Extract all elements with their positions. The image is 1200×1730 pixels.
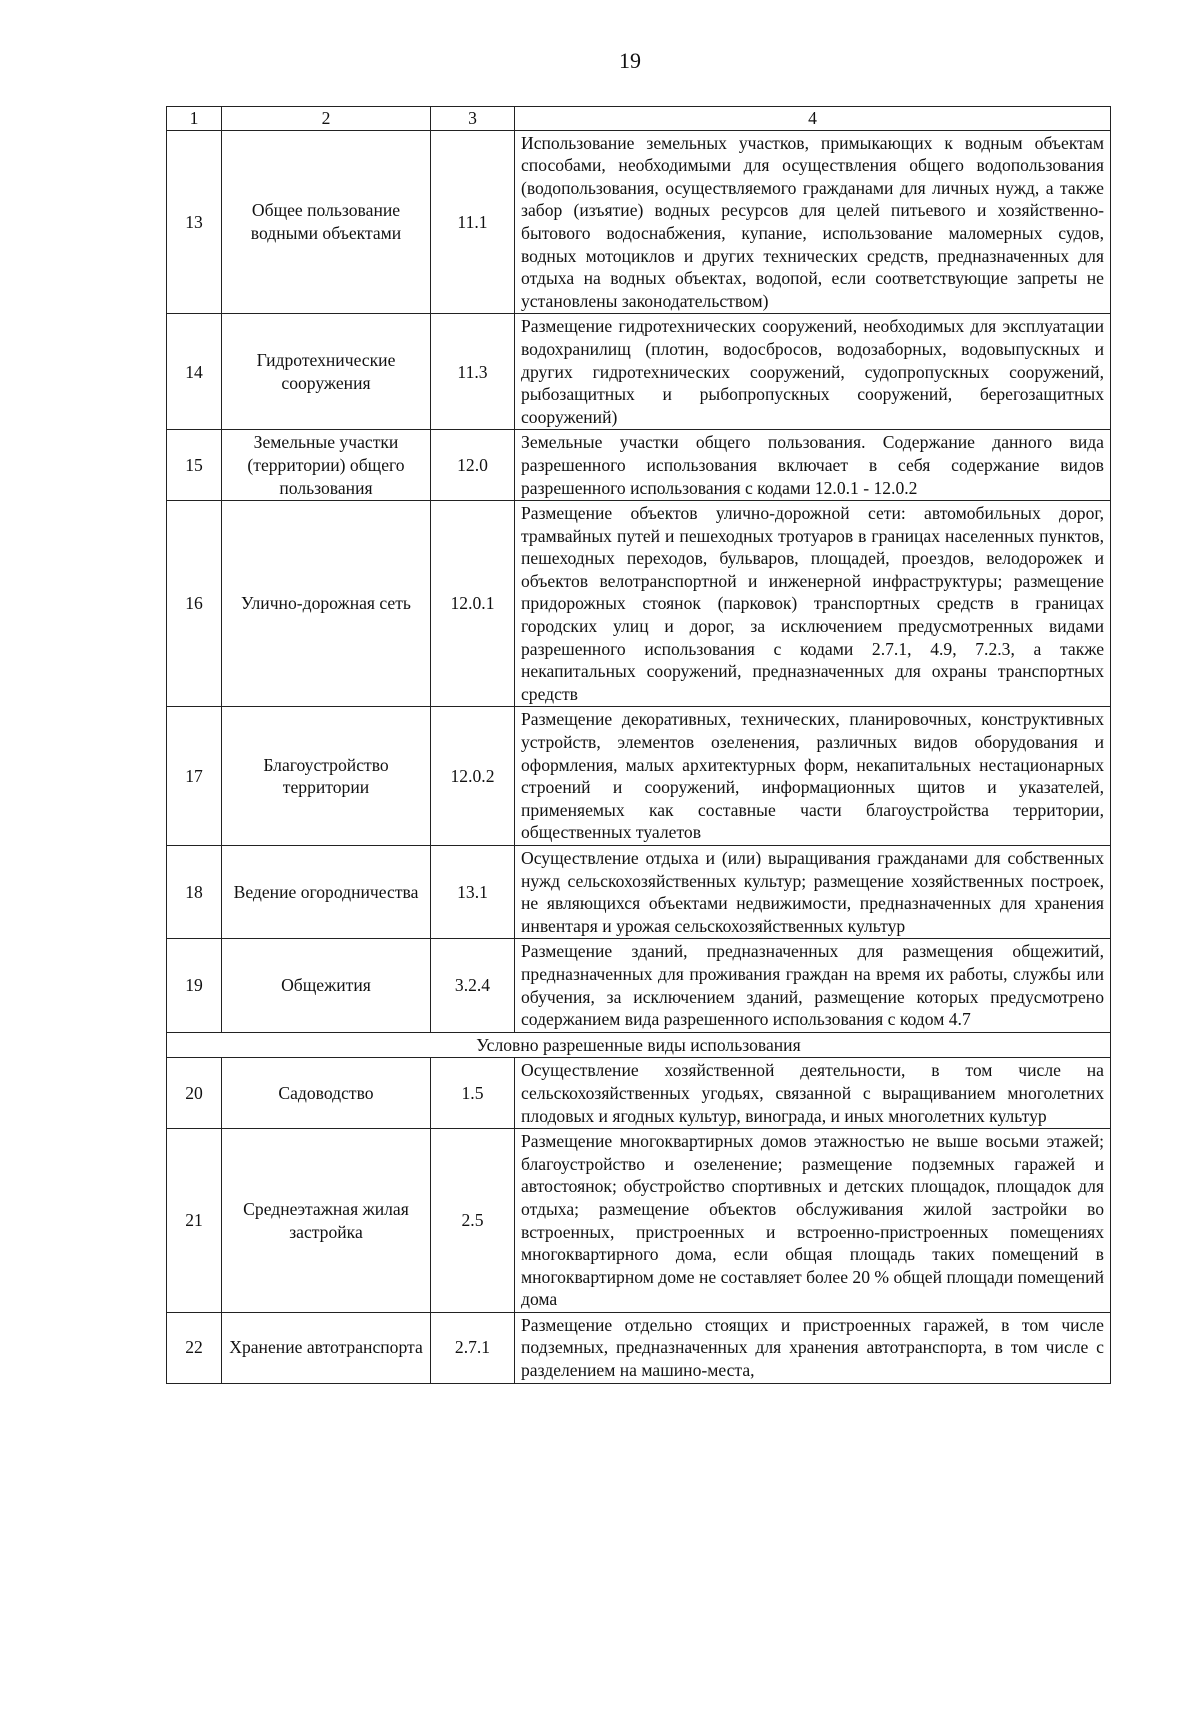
- page-number: 19: [619, 48, 641, 73]
- use-name: Ведение огородничества: [222, 846, 431, 939]
- use-code: 12.0.2: [431, 707, 515, 846]
- use-name: Садоводство: [222, 1058, 431, 1129]
- land-use-table: [166, 106, 1111, 1384]
- use-name: Гидротехнические сооружения: [222, 314, 431, 430]
- use-name: Общежития: [222, 939, 431, 1032]
- use-name: Благоустройство территории: [222, 707, 431, 846]
- use-code: 12.0: [431, 430, 515, 501]
- table-row: [167, 130, 1111, 314]
- use-name: Среднеэтажная жилая застройка: [222, 1129, 431, 1313]
- use-code: 11.1: [431, 130, 515, 314]
- header-col-number: 1: [167, 107, 222, 131]
- row-number: 15: [167, 430, 222, 501]
- use-description: Земельные участки общего пользования. Содержание данного вида разрешенного использования включает в себя содержание видов разрешенного использования с кодами 12.0.1 - 12.0.2: [515, 430, 1111, 501]
- use-code: 11.3: [431, 314, 515, 430]
- section-title: Условно разрешенные виды использования: [167, 1032, 1111, 1058]
- table-row: [167, 846, 1111, 939]
- table-row: [167, 314, 1111, 430]
- use-code: 1.5: [431, 1058, 515, 1129]
- use-description: Осуществление отдыха и (или) выращивания гражданами для собственных нужд сельскохозяйственных культур; размещение хозяйственных построек, не являющихся объектами недвижимости, предназначенных для хранения инвентаря и урожая сельскохозяйственных культур: [515, 846, 1111, 939]
- use-description: Размещение многоквартирных домов этажностью не выше восьми этажей; благоустройство и озеленение; размещение подземных гаражей и автостоянок; обустройство спортивных и детских площадок, площадок для отдыха; размещение объектов обслуживания жилой застройки во встроенных, пристроенных и встроенно-пристроенных помещениях многоквартирного дома, если общая площадь таких помещений в многоквартирном доме не составляет более 20 % общей площади помещений дома: [515, 1129, 1111, 1313]
- use-code: 12.0.1: [431, 501, 515, 707]
- use-description: Использование земельных участков, примыкающих к водным объектам способами, необходимыми для осуществления общего водопользования (водопользования, осуществляемого гражданами для личных нужд, а также забор (изъятие) водных ресурсов для целей питьевого и хозяйственно-бытового водоснабжения, купание, использование маломерных судов, водных мотоциклов и других технических средств, предназначенных для отдыха на водных объектах, водопой, если соответствующие запреты не установлены законодательством): [515, 130, 1111, 314]
- use-name: Улично-дорожная сеть: [222, 501, 431, 707]
- use-description: Размещение гидротехнических сооружений, необходимых для эксплуатации водохранилищ (плотин, водосбросов, водозаборных, водовыпускных и других гидротехнических сооружений, судопропускных сооружений, рыбозащитных и рыбопропускных сооружений, берегозащитных сооружений): [515, 314, 1111, 430]
- header-col-name: 2: [222, 107, 431, 131]
- header-col-code: 3: [431, 107, 515, 131]
- row-number: 21: [167, 1129, 222, 1313]
- use-description: Осуществление хозяйственной деятельности, в том числе на сельскохозяйственных угодьях, связанной с выращиванием многолетних плодовых и ягодных культур, винограда, и иных многолетних культур: [515, 1058, 1111, 1129]
- row-number: 13: [167, 130, 222, 314]
- table-row: [167, 939, 1111, 1032]
- use-description: Размещение декоративных, технических, планировочных, конструктивных устройств, элементов озеленения, различных видов оборудования и оформления, малых архитектурных форм, некапитальных нестационарных строений и сооружений, информационных щитов и указателей, применяемых как составные части благоустройства территории, общественных туалетов: [515, 707, 1111, 846]
- use-name: Общее пользование водными объектами: [222, 130, 431, 314]
- header-row: [167, 107, 1111, 131]
- row-number: 18: [167, 846, 222, 939]
- table-row: [167, 1129, 1111, 1313]
- use-code: 2.5: [431, 1129, 515, 1313]
- table-row: [167, 707, 1111, 846]
- use-name: Земельные участки (территории) общего пользования: [222, 430, 431, 501]
- use-description: Размещение отдельно стоящих и пристроенных гаражей, в том числе подземных, предназначенных для хранения автотранспорта, в том числе с разделением на машино-места,: [515, 1312, 1111, 1383]
- table-row: [167, 1058, 1111, 1129]
- table-row: [167, 430, 1111, 501]
- section-row: [167, 1032, 1111, 1058]
- table-row: [167, 501, 1111, 707]
- use-code: 2.7.1: [431, 1312, 515, 1383]
- row-number: 17: [167, 707, 222, 846]
- use-name: Хранение автотранспорта: [222, 1312, 431, 1383]
- row-number: 16: [167, 501, 222, 707]
- use-description: Размещение зданий, предназначенных для размещения общежитий, предназначенных для проживания граждан на время их работы, службы или обучения, за исключением зданий, размещение которых предусмотрено содержанием вида разрешенного использования с кодом 4.7: [515, 939, 1111, 1032]
- row-number: 19: [167, 939, 222, 1032]
- row-number: 22: [167, 1312, 222, 1383]
- use-description: Размещение объектов улично-дорожной сети: автомобильных дорог, трамвайных путей и пешеходных тротуаров в границах населенных пунктов, пешеходных переходов, бульваров, площадей, проездов, велодорожек и объектов велотранспортной и инженерной инфраструктуры; размещение придорожных стоянок (парковок) транспортных средств в границах городских улиц и дорог, за исключением предусмотренных видами разрешенного использования с кодами 2.7.1, 4.9, 7.2.3, а также некапитальных сооружений, предназначенных для охраны транспортных средств: [515, 501, 1111, 707]
- row-number: 14: [167, 314, 222, 430]
- use-code: 13.1: [431, 846, 515, 939]
- header-col-description: 4: [515, 107, 1111, 131]
- table-row: [167, 1312, 1111, 1383]
- row-number: 20: [167, 1058, 222, 1129]
- use-code: 3.2.4: [431, 939, 515, 1032]
